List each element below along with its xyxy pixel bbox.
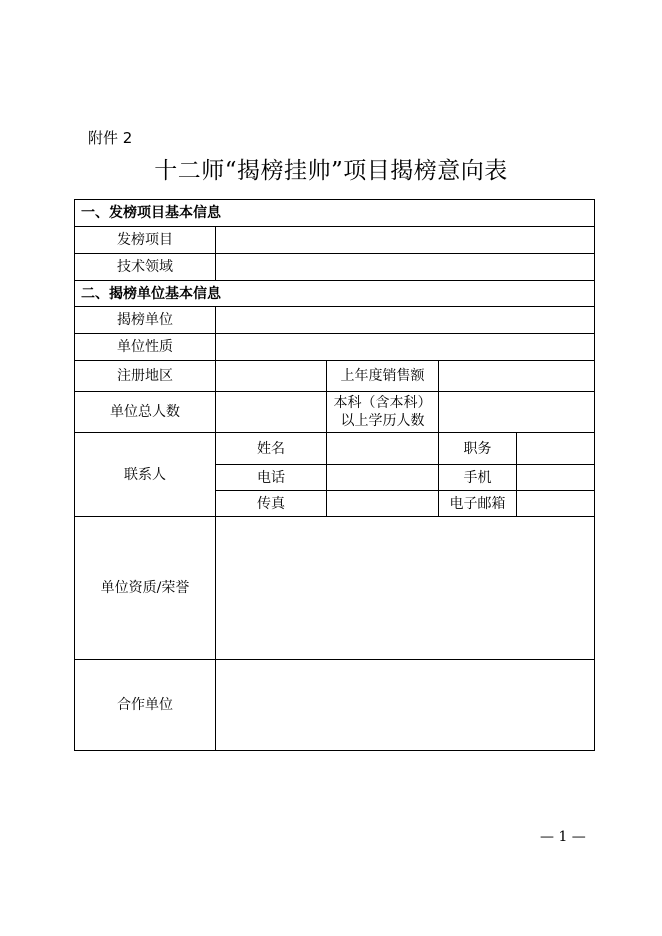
mobile-input[interactable] <box>517 465 595 491</box>
bachelor-count-input[interactable] <box>439 392 595 433</box>
sales-label: 上年度销售额 <box>327 361 439 392</box>
name-label: 姓名 <box>216 433 327 465</box>
partner-label: 合作单位 <box>75 660 216 751</box>
tech-field-label: 技术领域 <box>75 254 216 281</box>
project-input[interactable] <box>216 227 595 254</box>
email-label: 电子邮箱 <box>439 491 517 517</box>
project-label: 发榜项目 <box>75 227 216 254</box>
section-unit-info: 二、揭榜单位基本信息 <box>75 281 595 307</box>
page-number: — 1 — <box>540 829 586 845</box>
unit-label: 揭榜单位 <box>75 307 216 334</box>
unit-nature-input[interactable] <box>216 334 595 361</box>
phone-input[interactable] <box>327 465 439 491</box>
attachment-label: 附件 2 <box>88 129 133 147</box>
email-input[interactable] <box>517 491 595 517</box>
qualification-input[interactable] <box>216 517 595 660</box>
mobile-label: 手机 <box>439 465 517 491</box>
section-project-info: 一、发榜项目基本信息 <box>75 200 595 227</box>
unit-nature-label: 单位性质 <box>75 334 216 361</box>
sales-input[interactable] <box>439 361 595 392</box>
bachelor-count-label <box>327 392 439 433</box>
intent-form-table <box>74 199 595 751</box>
region-label: 注册地区 <box>75 361 216 392</box>
partner-input[interactable] <box>216 660 595 751</box>
name-input[interactable] <box>327 433 439 465</box>
position-input[interactable] <box>517 433 595 465</box>
unit-input[interactable] <box>216 307 595 334</box>
position-label: 职务 <box>439 433 517 465</box>
fax-input[interactable] <box>327 491 439 517</box>
form-title: 十二师“揭榜挂帅”项目揭榜意向表 <box>154 158 508 184</box>
region-input[interactable] <box>216 361 327 392</box>
tech-field-input[interactable] <box>216 254 595 281</box>
total-staff-label: 单位总人数 <box>75 392 216 433</box>
total-staff-input[interactable] <box>216 392 327 433</box>
bachelor-label-line1: 本科（含本科） <box>333 395 432 411</box>
phone-label: 电话 <box>216 465 327 491</box>
qualification-label: 单位资质/荣誉 <box>75 517 216 660</box>
contact-label: 联系人 <box>75 433 216 517</box>
bachelor-label-line2: 以上学历人数 <box>340 413 425 429</box>
fax-label: 传真 <box>216 491 327 517</box>
